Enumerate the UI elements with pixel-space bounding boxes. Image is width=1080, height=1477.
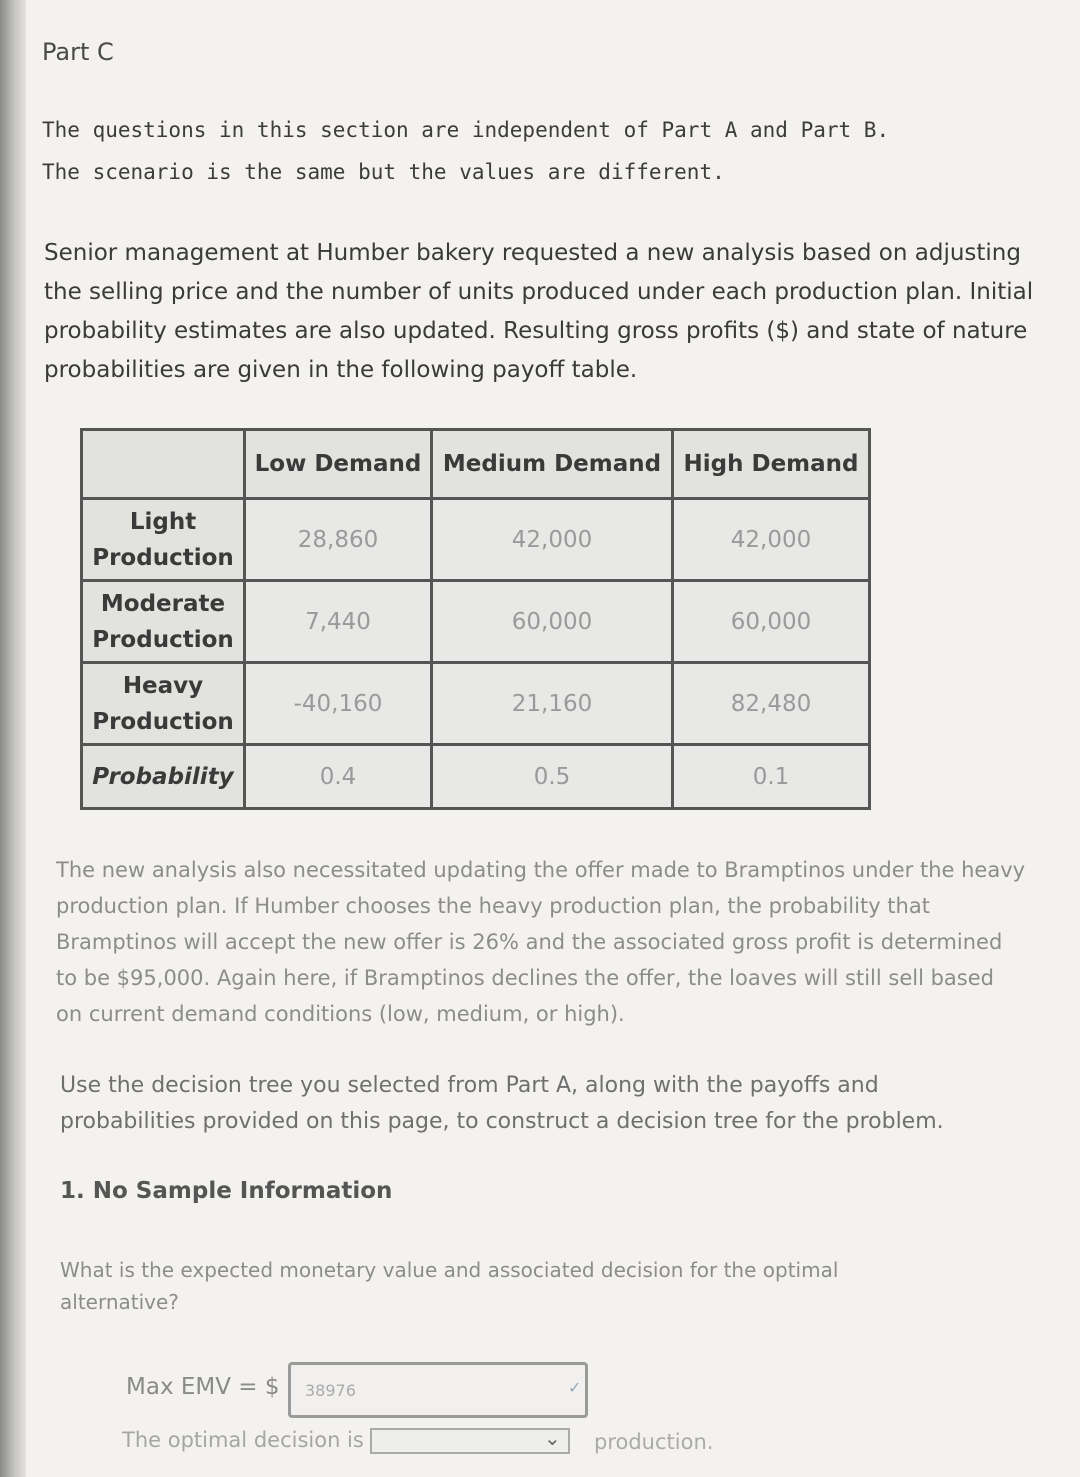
row-label-line: Heavy: [122, 672, 204, 699]
part-title: Part C: [42, 38, 114, 66]
prob-low: 0.4: [245, 745, 432, 809]
cell-moderate-medium: 60,000: [432, 581, 673, 663]
row-label-line: Production: [92, 708, 234, 735]
header-low-demand: Low Demand: [245, 430, 432, 499]
table-row: [82, 581, 870, 663]
intro-line-1: The questions in this section are independent of Part A and Part B.: [42, 118, 890, 142]
intro-line-2: The scenario is the same but the values are different.: [42, 160, 725, 184]
header-corner: [82, 430, 245, 499]
row-label-line: Moderate: [100, 590, 226, 617]
probability-row: [82, 745, 870, 809]
cell-moderate-high: 60,000: [673, 581, 870, 663]
instruction-text: Use the decision tree you selected from Part A, along with the payoffs and probabilities provided on this page, to construct a decision tree for the problem.: [60, 1073, 944, 1134]
cell-light-medium: 42,000: [432, 499, 673, 581]
section-heading: 1. No Sample Information: [60, 1178, 393, 1204]
analysis-note: The new analysis also necessitated updating the offer made to Bramptinos under the heavy production plan. If Humber chooses the heavy production plan, the probability that Bramptinos will accept the new offer is 26% and the associated gross profit is determined to be $95,000. Again here, if Bramptinos declines the offer, the loaves will still sell based on current demand conditions (low, medium, or high).: [56, 858, 1026, 1026]
header-medium-demand: Medium Demand: [432, 430, 673, 499]
decision-suffix: production.: [594, 1430, 714, 1454]
prob-medium: 0.5: [432, 745, 673, 809]
prob-high: 0.1: [673, 745, 870, 809]
row-label-moderate: [82, 581, 245, 663]
row-label-probability: Probability: [82, 745, 245, 809]
table-row: [82, 499, 870, 581]
row-label-heavy: [82, 663, 245, 745]
row-label-line: Production: [92, 544, 234, 571]
cell-moderate-low: 7,440: [245, 581, 432, 663]
question-text: What is the expected monetary value and associated decision for the optimal alternative?: [60, 1258, 839, 1314]
row-label-light: [82, 499, 245, 581]
cell-heavy-low: -40,160: [245, 663, 432, 745]
emv-input[interactable]: [288, 1362, 588, 1418]
cell-heavy-medium: 21,160: [432, 663, 673, 745]
screen-edge: [0, 0, 26, 1477]
cell-heavy-high: 82,480: [673, 663, 870, 745]
header-high-demand: High Demand: [673, 430, 870, 499]
table-header-row: [82, 430, 870, 499]
cell-light-high: 42,000: [673, 499, 870, 581]
cell-light-low: 28,860: [245, 499, 432, 581]
payoff-table: [80, 428, 871, 810]
scenario-description: Senior management at Humber bakery requested a new analysis based on adjusting the selling price and the number of units produced under each production plan. Initial probability estimates are also updated. Resulting gross profits ($) and state of nature probabilities are given in the following payoff table.: [44, 240, 1034, 383]
table-row: [82, 663, 870, 745]
question-page: [26, 0, 1080, 1477]
decision-select[interactable]: [370, 1428, 570, 1454]
row-label-line: Production: [92, 626, 234, 653]
emv-label: Max EMV = $: [126, 1374, 280, 1400]
decision-label: The optimal decision is: [122, 1428, 364, 1452]
check-icon: ✓: [568, 1378, 582, 1397]
row-label-line: Light: [129, 508, 197, 535]
chevron-down-icon[interactable]: ⌄: [544, 1426, 561, 1450]
